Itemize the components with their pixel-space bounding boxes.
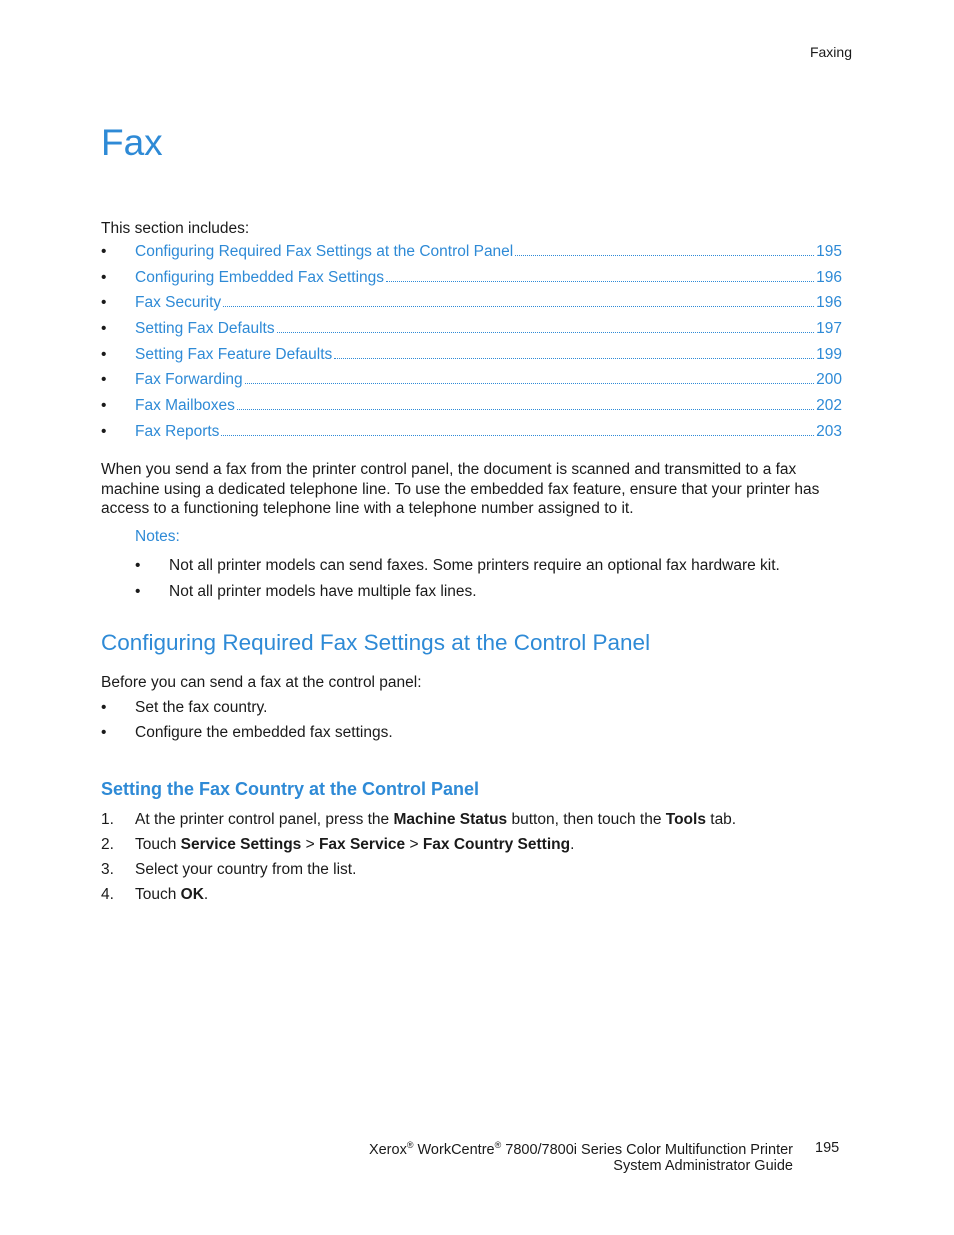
toc-item[interactable]	[101, 243, 842, 269]
toc-intro: This section includes:	[101, 220, 250, 237]
bullet: •	[101, 345, 107, 363]
bullet: •	[135, 557, 141, 574]
dot-leader	[237, 409, 814, 410]
dot-leader	[245, 383, 814, 384]
step-number: 2.	[101, 836, 114, 853]
toc-link[interactable]: Fax Security	[135, 294, 222, 312]
page-number: 195	[815, 1140, 840, 1156]
footer-guide: System Administrator Guide	[613, 1158, 793, 1174]
toc-page-number[interactable]: 199	[816, 345, 842, 363]
body-paragraph: When you send a fax from the printer control panel, the document is scanned and transmitted to a fax machine using a dedicated telephone line. To use the embedded fax feature, ensure that your printer has access to a functioning telephone line with a telephone number assigned to it.	[101, 461, 820, 518]
notes-label: Notes:	[135, 528, 180, 545]
bullet: •	[101, 422, 107, 440]
list-item	[101, 724, 393, 742]
toc-link[interactable]: Fax Forwarding	[135, 371, 243, 389]
step-text: Select your country from the list.	[135, 861, 357, 878]
list-item-text: Configure the embedded fax settings.	[135, 724, 393, 741]
step-text: At the printer control panel, press the Machine Status button, then touch the Tools tab.	[135, 811, 737, 828]
step-number: 1.	[101, 811, 114, 828]
toc-page-number[interactable]: 196	[816, 294, 842, 312]
dot-leader	[515, 255, 814, 256]
step-text: Touch Service Settings > Fax Service > Fax Country Setting.	[135, 836, 575, 853]
bullet: •	[101, 243, 107, 260]
bullet: •	[135, 583, 141, 600]
toc-link[interactable]: Fax Mailboxes	[135, 397, 235, 415]
dot-leader	[223, 306, 814, 307]
toc-link[interactable]: Setting Fax Feature Defaults	[135, 345, 333, 363]
step-number: 3.	[101, 861, 114, 878]
dot-leader	[277, 332, 815, 333]
step-item	[101, 861, 356, 879]
note-text: Not all printer models have multiple fax lines.	[169, 583, 477, 600]
bullet: •	[101, 320, 107, 338]
bullet: •	[101, 371, 107, 389]
dot-leader	[386, 281, 814, 282]
step-number: 4.	[101, 886, 114, 903]
section-heading: Configuring Required Fax Settings at the Control Panel	[101, 630, 651, 655]
toc-page-number[interactable]: 197	[816, 320, 842, 338]
toc-item[interactable]	[101, 346, 842, 372]
page-title: Fax	[101, 122, 163, 163]
bullet: •	[101, 294, 107, 312]
note-item	[135, 557, 780, 575]
footer-product: Xerox® WorkCentre® 7800/7800i Series Color Multifunction Printer	[368, 1140, 793, 1158]
step-item	[101, 811, 736, 829]
toc-link[interactable]: Setting Fax Defaults	[135, 320, 275, 338]
step-item	[101, 886, 208, 904]
note-item	[135, 583, 477, 601]
toc-item[interactable]	[101, 371, 842, 397]
toc-page-number[interactable]: 203	[816, 422, 842, 440]
toc-page-number[interactable]: 200	[816, 371, 842, 389]
bullet: •	[101, 397, 107, 415]
subsection-heading: Setting the Fax Country at the Control Panel	[101, 779, 480, 799]
bullet: •	[101, 724, 107, 741]
toc-link[interactable]: Configuring Embedded Fax Settings	[135, 268, 385, 286]
note-text: Not all printer models can send faxes. Some printers require an optional fax hardware kit.	[169, 557, 780, 574]
toc-item[interactable]	[101, 320, 842, 346]
toc-page-number[interactable]: 195	[816, 243, 842, 260]
toc-item[interactable]	[101, 423, 842, 449]
toc-link[interactable]: Configuring Required Fax Settings at the Control Panel	[135, 243, 514, 260]
running-header: Faxing	[809, 44, 852, 60]
dot-leader	[221, 435, 814, 436]
table-of-contents	[101, 243, 842, 449]
toc-item[interactable]	[101, 294, 842, 320]
dot-leader	[334, 358, 814, 359]
toc-item[interactable]	[101, 397, 842, 423]
bullet: •	[101, 699, 107, 716]
step-text: Touch OK.	[135, 886, 209, 903]
toc-page-number[interactable]: 196	[816, 268, 842, 286]
toc-item[interactable]	[101, 269, 842, 295]
toc-link[interactable]: Fax Reports	[135, 422, 220, 440]
step-item	[101, 836, 574, 854]
section-intro: Before you can send a fax at the control panel:	[101, 674, 422, 691]
bullet: •	[101, 268, 107, 286]
list-item	[101, 699, 267, 717]
toc-page-number[interactable]: 202	[816, 397, 842, 415]
list-item-text: Set the fax country.	[135, 699, 268, 716]
